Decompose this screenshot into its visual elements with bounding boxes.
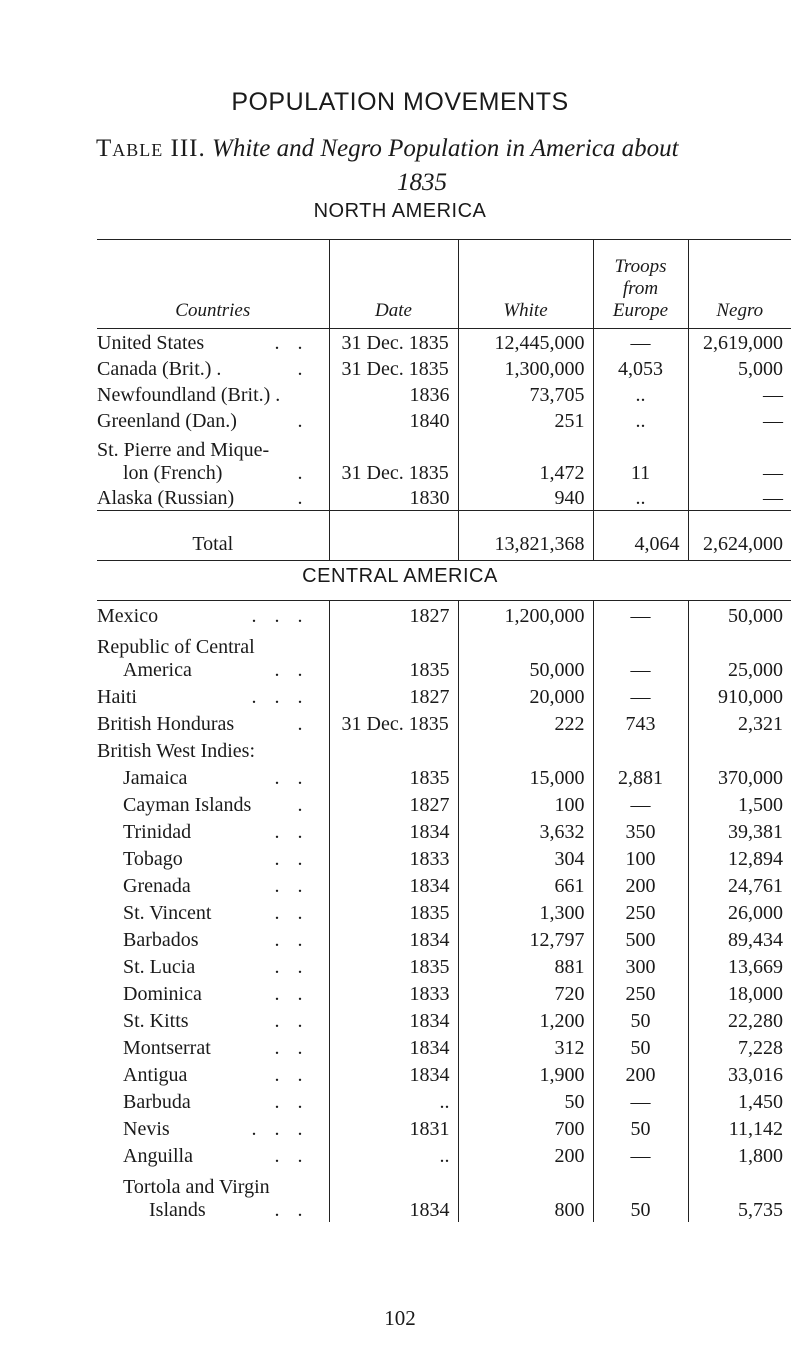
troops-cell: 300 <box>593 952 688 979</box>
date-cell: .. <box>329 1141 458 1168</box>
white-cell: 3,632 <box>458 817 593 844</box>
country-name: St. Lucia <box>123 955 196 978</box>
troops-cell: 250 <box>593 898 688 925</box>
country-cell <box>97 1006 329 1033</box>
troops-cell: .. <box>593 381 688 407</box>
country-name: Newfoundland (Brit.) . <box>97 383 281 406</box>
date-cell: 1831 <box>329 1114 458 1141</box>
leader-dots: ... <box>251 685 321 708</box>
col-header-countries: Countries <box>97 240 329 329</box>
leader-dots: ... <box>251 604 321 627</box>
country-name: Cayman Islands <box>123 793 252 816</box>
country-name: Tobago <box>123 847 183 870</box>
country-cell <box>97 628 329 682</box>
country-cell <box>97 381 329 407</box>
date-cell: 1835 <box>329 898 458 925</box>
country-cell <box>97 871 329 898</box>
country-name-line1: Tortola and Virgin <box>123 1175 270 1198</box>
negro-cell: 33,016 <box>688 1060 791 1087</box>
country-cell <box>97 844 329 871</box>
leader-dots: .. <box>274 1009 321 1032</box>
country-name: Nevis <box>123 1117 170 1140</box>
total-negro: 2,624,000 <box>688 511 791 561</box>
leader-dots: .. <box>274 982 321 1005</box>
country-name-line1: Republic of Central <box>97 635 255 658</box>
white-cell: 940 <box>458 485 593 511</box>
col-header-troops-line: Europe <box>612 300 669 321</box>
table-row <box>97 925 791 952</box>
country-name-line2: America <box>123 658 192 681</box>
white-cell: 12,445,000 <box>458 329 593 355</box>
leader-dots: .. <box>274 847 321 870</box>
country-cell <box>97 407 329 433</box>
troops-cell: 4,053 <box>593 355 688 381</box>
country-name: St. Kitts <box>123 1009 189 1032</box>
country-name: United States <box>97 331 205 354</box>
white-cell: 222 <box>458 709 593 736</box>
leader-dots: . <box>297 793 321 816</box>
negro-cell: 1,500 <box>688 790 791 817</box>
date-cell: 1833 <box>329 979 458 1006</box>
white-cell: 73,705 <box>458 381 593 407</box>
table-row <box>97 1114 791 1141</box>
table-label: Table III. <box>96 135 206 162</box>
white-cell: 720 <box>458 979 593 1006</box>
leader-dots: .. <box>274 820 321 843</box>
negro-cell: 7,228 <box>688 1033 791 1060</box>
col-header-troops-line: from <box>622 278 659 299</box>
white-cell: 1,300 <box>458 898 593 925</box>
country-cell <box>97 1168 329 1222</box>
leader-dots: . <box>297 487 321 509</box>
negro-cell: 22,280 <box>688 1006 791 1033</box>
white-cell: 1,472 <box>458 433 593 485</box>
leader-dots: .. <box>274 1036 321 1059</box>
leader-dots: .. <box>274 1063 321 1086</box>
white-cell: 312 <box>458 1033 593 1060</box>
white-cell: 700 <box>458 1114 593 1141</box>
date-cell: 1836 <box>329 381 458 407</box>
negro-cell: — <box>688 433 791 485</box>
section-heading-north-america: NORTH AMERICA <box>313 200 487 222</box>
white-cell: 661 <box>458 871 593 898</box>
country-name: Greenland (Dan.) <box>97 409 237 432</box>
troops-cell: — <box>593 628 688 682</box>
date-cell: 1835 <box>329 952 458 979</box>
leader-dots: . <box>297 712 321 735</box>
country-name-line2: lon (French) <box>123 461 223 484</box>
country-cell <box>97 1033 329 1060</box>
table-caption <box>96 132 776 200</box>
leader-dots: . <box>297 409 321 432</box>
leader-dots: .. <box>274 874 321 897</box>
date-cell: 1834 <box>329 871 458 898</box>
date-cell: 1833 <box>329 844 458 871</box>
table-row <box>97 1033 791 1060</box>
table-row <box>97 433 791 485</box>
country-name: Barbados <box>123 928 199 951</box>
country-cell <box>97 979 329 1006</box>
negro-cell: 1,450 <box>688 1087 791 1114</box>
country-cell <box>97 952 329 979</box>
empty-cell <box>688 736 791 763</box>
date-cell: 1830 <box>329 485 458 511</box>
country-name: Anguilla <box>123 1144 193 1167</box>
troops-cell: — <box>593 1087 688 1114</box>
date-cell: 1834 <box>329 1168 458 1222</box>
date-cell: 31 Dec. 1835 <box>329 329 458 355</box>
empty-cell <box>329 736 458 763</box>
negro-cell: 11,142 <box>688 1114 791 1141</box>
white-cell: 200 <box>458 1141 593 1168</box>
country-cell <box>97 1060 329 1087</box>
leader-dots: . <box>297 357 321 380</box>
table-row <box>97 763 791 790</box>
table-row <box>97 1141 791 1168</box>
negro-cell: 89,434 <box>688 925 791 952</box>
white-cell: 251 <box>458 407 593 433</box>
white-cell: 50 <box>458 1087 593 1114</box>
troops-cell: — <box>593 790 688 817</box>
troops-cell: — <box>593 1141 688 1168</box>
white-cell: 881 <box>458 952 593 979</box>
country-cell <box>97 925 329 952</box>
date-cell: .. <box>329 1087 458 1114</box>
troops-cell: 743 <box>593 709 688 736</box>
negro-cell: 5,735 <box>688 1168 791 1222</box>
date-cell: 1834 <box>329 817 458 844</box>
table-row <box>97 1168 791 1222</box>
country-cell <box>97 433 329 485</box>
country-name: Alaska (Russian) <box>97 487 235 509</box>
date-cell: 1827 <box>329 682 458 709</box>
leader-dots: .. <box>274 1198 321 1221</box>
country-cell <box>97 485 329 511</box>
troops-cell: — <box>593 601 688 628</box>
leader-dots: ... <box>251 1117 321 1140</box>
negro-cell: 26,000 <box>688 898 791 925</box>
country-name: Mexico <box>97 604 159 627</box>
country-name: Antigua <box>123 1063 188 1086</box>
country-cell <box>97 898 329 925</box>
date-cell: 1840 <box>329 407 458 433</box>
troops-cell: 100 <box>593 844 688 871</box>
white-cell: 1,200,000 <box>458 601 593 628</box>
central-america-table <box>97 600 791 1222</box>
negro-cell: 5,000 <box>688 355 791 381</box>
country-name: Montserrat <box>123 1036 211 1059</box>
table-row <box>97 736 791 763</box>
table-row <box>97 485 791 511</box>
table-row <box>97 682 791 709</box>
white-cell: 304 <box>458 844 593 871</box>
negro-cell: 12,894 <box>688 844 791 871</box>
white-cell: 1,300,000 <box>458 355 593 381</box>
table-row <box>97 1087 791 1114</box>
country-name: British Honduras <box>97 712 235 735</box>
country-name: Barbuda <box>123 1090 191 1113</box>
troops-cell: — <box>593 329 688 355</box>
table-row <box>97 709 791 736</box>
row-subheading: British West Indies: <box>97 739 256 762</box>
total-white: 13,821,368 <box>458 511 593 561</box>
table-year: 1835 <box>397 169 447 196</box>
country-name: Canada (Brit.) . <box>97 357 222 380</box>
troops-cell: 50 <box>593 1033 688 1060</box>
total-troops: 4,064 <box>593 511 688 561</box>
table-row <box>97 817 791 844</box>
country-cell <box>97 329 329 355</box>
date-cell: 1835 <box>329 628 458 682</box>
table-row <box>97 952 791 979</box>
white-cell: 100 <box>458 790 593 817</box>
leader-dots: .. <box>274 1090 321 1113</box>
section-heading-central-america: CENTRAL AMERICA <box>302 565 498 587</box>
total-row <box>97 511 791 561</box>
table-row <box>97 381 791 407</box>
date-cell: 31 Dec. 1835 <box>329 709 458 736</box>
country-cell <box>97 1087 329 1114</box>
negro-cell: 24,761 <box>688 871 791 898</box>
troops-cell: 200 <box>593 871 688 898</box>
empty-cell <box>458 736 593 763</box>
negro-cell: 1,800 <box>688 1141 791 1168</box>
date-cell: 1835 <box>329 763 458 790</box>
col-header-troops-line: Troops <box>614 256 667 277</box>
white-cell: 15,000 <box>458 763 593 790</box>
country-cell <box>97 763 329 790</box>
white-cell: 800 <box>458 1168 593 1222</box>
white-cell: 12,797 <box>458 925 593 952</box>
table-row <box>97 1060 791 1087</box>
country-cell <box>97 682 329 709</box>
leader-dots: .. <box>274 331 321 354</box>
negro-cell: 25,000 <box>688 628 791 682</box>
leader-dots: . <box>297 461 321 484</box>
troops-cell: 350 <box>593 817 688 844</box>
country-name-line1: St. Pierre and Mique- <box>97 438 270 461</box>
table-row <box>97 628 791 682</box>
table-row <box>97 1006 791 1033</box>
country-cell <box>97 355 329 381</box>
country-name: Dominica <box>123 982 202 1005</box>
date-cell: 1834 <box>329 925 458 952</box>
table-row <box>97 979 791 1006</box>
table-row <box>97 898 791 925</box>
leader-dots: .. <box>274 901 321 924</box>
country-cell <box>97 709 329 736</box>
negro-cell: 370,000 <box>688 763 791 790</box>
negro-cell: 18,000 <box>688 979 791 1006</box>
negro-cell: — <box>688 407 791 433</box>
troops-cell: 11 <box>593 433 688 485</box>
col-header-white: White <box>458 240 593 329</box>
white-cell: 20,000 <box>458 682 593 709</box>
col-header-negro: Negro <box>688 240 791 329</box>
negro-cell: 50,000 <box>688 601 791 628</box>
total-label: Total <box>97 511 329 561</box>
country-cell <box>97 1141 329 1168</box>
leader-dots: .. <box>274 928 321 951</box>
negro-cell: — <box>688 381 791 407</box>
white-cell: 1,200 <box>458 1006 593 1033</box>
table-row <box>97 601 791 628</box>
country-cell <box>97 790 329 817</box>
table-row <box>97 329 791 355</box>
empty-cell <box>593 736 688 763</box>
table-title: White and Negro Population in America about <box>212 135 679 162</box>
troops-cell: 2,881 <box>593 763 688 790</box>
date-cell: 1834 <box>329 1006 458 1033</box>
country-name: Jamaica <box>123 766 188 789</box>
country-cell <box>97 817 329 844</box>
country-name: St. Vincent <box>123 901 212 924</box>
troops-cell: 50 <box>593 1006 688 1033</box>
table-row <box>97 355 791 381</box>
negro-cell: — <box>688 485 791 511</box>
leader-dots: .. <box>274 1144 321 1167</box>
table-row <box>97 871 791 898</box>
white-cell: 1,900 <box>458 1060 593 1087</box>
country-name: Haiti <box>97 685 137 708</box>
white-cell: 50,000 <box>458 628 593 682</box>
date-cell: 1827 <box>329 601 458 628</box>
date-cell: 31 Dec. 1835 <box>329 355 458 381</box>
date-cell: 31 Dec. 1835 <box>329 433 458 485</box>
table-row <box>97 407 791 433</box>
negro-cell: 39,381 <box>688 817 791 844</box>
troops-cell: — <box>593 682 688 709</box>
country-cell <box>97 1114 329 1141</box>
country-cell <box>97 601 329 628</box>
table-row <box>97 790 791 817</box>
running-head: POPULATION MOVEMENTS <box>231 88 569 116</box>
troops-cell: 250 <box>593 979 688 1006</box>
troops-cell: 50 <box>593 1114 688 1141</box>
troops-cell: 200 <box>593 1060 688 1087</box>
table-row <box>97 844 791 871</box>
col-header-date: Date <box>329 240 458 329</box>
troops-cell: .. <box>593 407 688 433</box>
country-name: Grenada <box>123 874 191 897</box>
troops-cell: .. <box>593 485 688 511</box>
troops-cell: 500 <box>593 925 688 952</box>
date-cell: 1827 <box>329 790 458 817</box>
negro-cell: 2,619,000 <box>688 329 791 355</box>
negro-cell: 910,000 <box>688 682 791 709</box>
troops-cell: 50 <box>593 1168 688 1222</box>
negro-cell: 13,669 <box>688 952 791 979</box>
country-name: Trinidad <box>123 820 192 843</box>
north-america-table <box>97 239 791 561</box>
leader-dots: .. <box>274 658 321 681</box>
col-header-troops <box>593 240 688 329</box>
page-number: 102 <box>384 1306 416 1330</box>
total-date <box>329 511 458 561</box>
date-cell: 1834 <box>329 1033 458 1060</box>
date-cell: 1834 <box>329 1060 458 1087</box>
country-name-line2: Islands <box>149 1198 206 1221</box>
leader-dots: .. <box>274 766 321 789</box>
leader-dots: .. <box>274 955 321 978</box>
negro-cell: 2,321 <box>688 709 791 736</box>
